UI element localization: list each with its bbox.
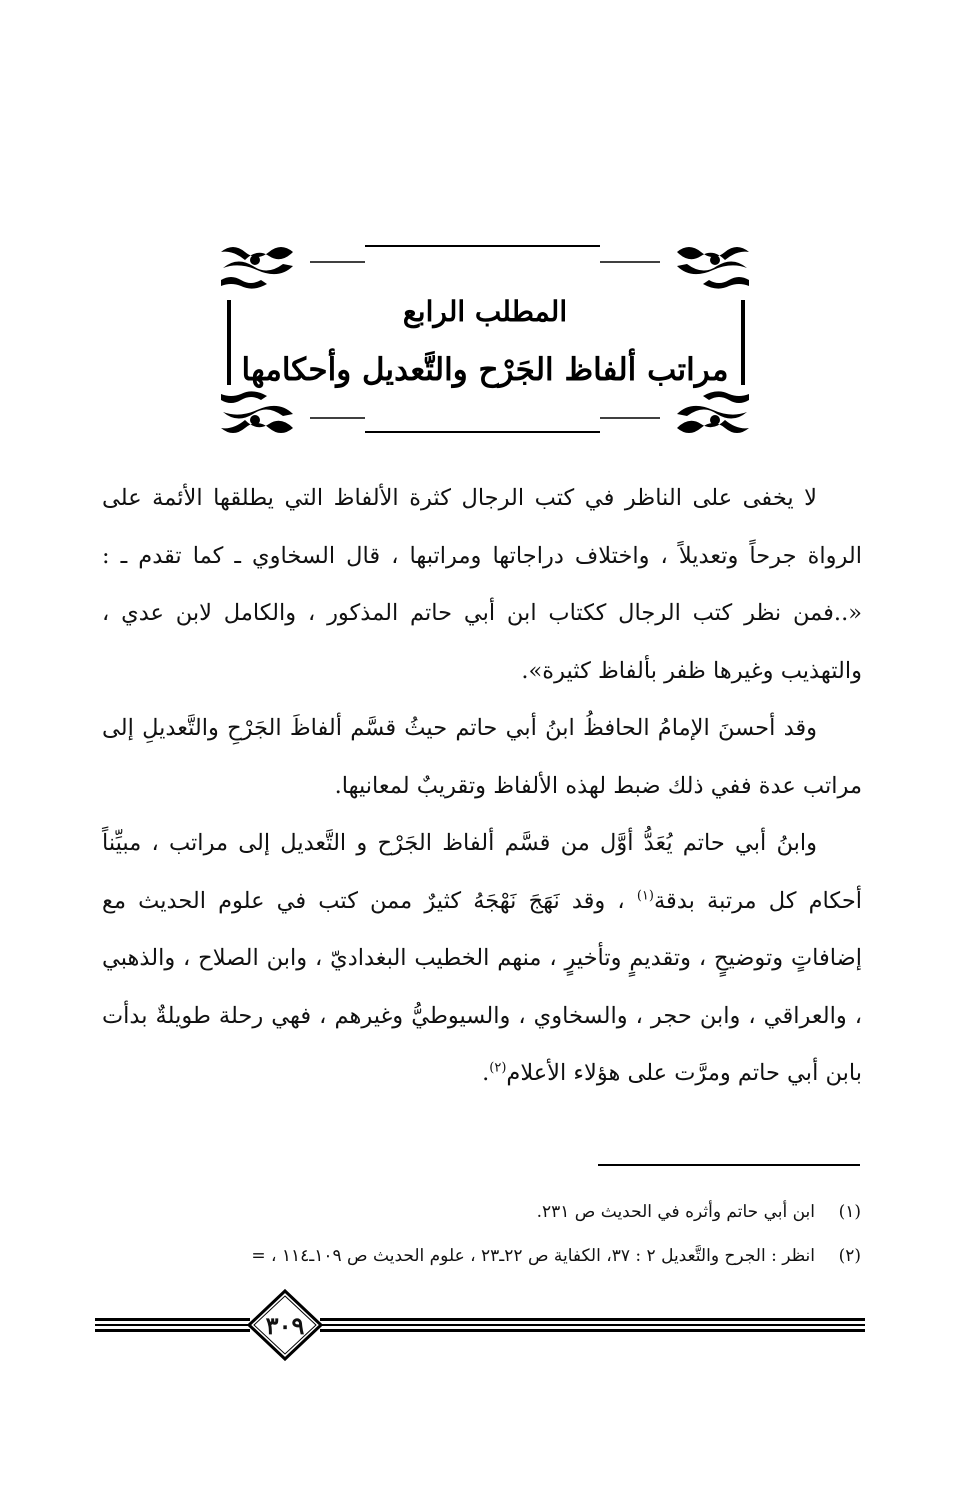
page-number-bar bbox=[95, 1285, 865, 1365]
ornamental-border bbox=[215, 240, 755, 440]
footnote-reference[interactable]: (٢) bbox=[489, 1060, 507, 1076]
footnotes bbox=[95, 1190, 861, 1278]
page-number: ٣٠٩ bbox=[265, 1310, 305, 1340]
footnote bbox=[95, 1234, 861, 1278]
paragraph-text: ، وقد نَهَجَ نَهْجَهُ كثيرٌ ممن كتب في علوم الحديث مع إضافاتٍ وتوضيحٍ ، وتقديمٍ وتأخيرٍ ، منهم الخطيب البغداديّ ، وابن الصلاح ، والذهبي ، والعراقي ، وابن حجر ، والسخاوي ، والسيوطيُّ وغيرهم ، فهي رحلة طويلةٌ بدأت بابن أبي حاتم ومرَّت على هؤلاء الأعلام bbox=[102, 887, 862, 1086]
footnote-reference[interactable]: (١) bbox=[636, 888, 654, 903]
footnote-number: (١) bbox=[838, 1202, 861, 1222]
section-subtitle: مراتب ألفاظ الجَرْح والتَّعديل وأحكامها bbox=[241, 352, 729, 388]
paragraph-text: . bbox=[482, 1060, 490, 1086]
footnote-text: انظر : الجرح والتَّعديل ٢ : ٣٧، الكفاية ص ٢٢ـ٢٣ ، علوم الحديث ص ١٠٩ـ١١٤ ، = bbox=[251, 1246, 815, 1266]
footnote-number: (٢) bbox=[838, 1246, 861, 1266]
footnote bbox=[95, 1190, 861, 1234]
body-text bbox=[102, 470, 862, 1103]
paragraph-text: وابنُ أبي حاتم يُعَدُّ أوَّل من قسَّم ألفاظ الجَرْح و التَّعديل إلى مراتب ، مبيِّناً أحكام كل مرتبة بدقة bbox=[102, 830, 862, 914]
footnote-text: ابن أبي حاتم وأثره في الحديث ص ٢٣١. bbox=[536, 1202, 815, 1222]
footnote-divider bbox=[598, 1164, 860, 1166]
section-title: المطلب الرابع bbox=[402, 295, 568, 328]
title-frame bbox=[215, 240, 755, 440]
paragraph: لا يخفى على الناظر في كتب الرجال كثرة الألفاظ التي يطلقها الأئمة على الرواة جرحاً وتعديلاً ، واختلاف دراجاتها ومراتبها ، قال السخاوي ـ كما تقدم ـ : «..فمن نظر كتب الرجال ككتاب ابن أبي حاتم المذكور ، والكامل لابن عدي ، والتهذيب وغيرها ظفر بألفاظ كثيرة». bbox=[102, 485, 862, 684]
paragraph: وقد أحسنَ الإمامُ الحافظُ ابنُ أبي حاتم حيثُ قسَّم ألفاظَ الجَرْحِ والتَّعديلِ إلى مراتب عدة ففي ذلك ضبط لهذه الألفاظ وتقريبٌ لمعانيها. bbox=[102, 715, 862, 799]
paragraph bbox=[102, 815, 862, 1103]
page-bar-ornament bbox=[95, 1285, 865, 1365]
